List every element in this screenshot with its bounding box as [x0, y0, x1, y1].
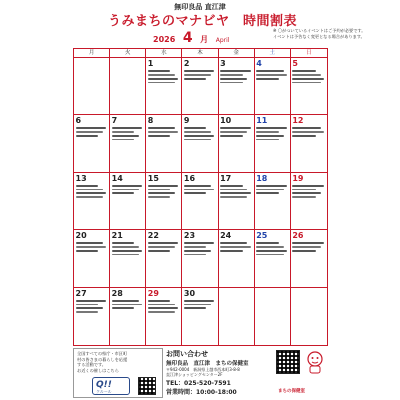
calendar-day-cell: [110, 288, 146, 345]
event-entry: [76, 304, 98, 306]
calendar-day-cell: [110, 173, 146, 230]
day-number: 10: [220, 116, 232, 126]
event-entry: [76, 242, 103, 244]
calendar-cell-empty: [110, 58, 146, 115]
calendar-body: [74, 58, 327, 345]
event-entry: [148, 311, 175, 313]
calendar-day-cell: [74, 173, 110, 230]
event-entry: [184, 254, 206, 256]
calendar-day-cell: [146, 115, 182, 172]
calendar-cell-empty: [219, 288, 255, 345]
day-number: 28: [111, 288, 123, 298]
event-entry: [184, 78, 206, 80]
event-entry: [184, 131, 211, 133]
event-entry: [292, 82, 320, 84]
mascot-label: まちの保健室: [278, 389, 305, 394]
day-number: 21: [111, 231, 123, 241]
weekday-mon: 月: [74, 49, 110, 58]
month-number: 4: [182, 30, 193, 46]
event-entry: [184, 139, 211, 141]
event-entry: [220, 74, 242, 76]
day-number: 17: [220, 173, 232, 183]
day-number: 13: [75, 173, 87, 183]
event-entry: [292, 70, 315, 72]
event-entry: [148, 307, 179, 309]
event-entry: [184, 242, 215, 244]
event-entry: [148, 189, 170, 191]
contact-address: [166, 367, 240, 377]
calendar-day-cell: [255, 58, 291, 115]
qr-code-icon[interactable]: [138, 377, 156, 395]
event-entry: [256, 70, 283, 72]
address-line: 〒942-0004 新潟県上越市西本町3-8-8: [166, 367, 240, 372]
day-number: 1: [147, 59, 154, 68]
event-entry: [184, 74, 211, 76]
qr-code-icon[interactable]: [276, 350, 300, 374]
event-entry: [220, 131, 247, 133]
event-entry: [112, 300, 139, 302]
mascot-icon: [304, 350, 326, 374]
event-entry: [256, 250, 287, 252]
event-entry: [112, 127, 143, 129]
event-entry: [220, 192, 251, 194]
day-number: 24: [220, 231, 232, 241]
day-number: 22: [147, 231, 159, 241]
event-entry: [292, 246, 320, 248]
day-number: 2: [183, 59, 190, 68]
event-entry: [112, 189, 139, 191]
event-entry: [112, 185, 143, 187]
event-entry: [148, 70, 170, 72]
event-entry: [76, 127, 107, 129]
event-entry: [256, 185, 287, 187]
calendar-day-cell: [291, 230, 327, 287]
calendar-day-cell: [74, 230, 110, 287]
event-entry: [220, 242, 247, 244]
weekday-wed: 水: [146, 49, 182, 58]
day-number: 15: [147, 173, 159, 183]
event-entry: [292, 127, 320, 129]
campaign-box: [73, 348, 163, 398]
month-year: [153, 27, 229, 46]
event-entry: [112, 242, 134, 244]
event-entry: [184, 185, 211, 187]
header: [0, 0, 400, 48]
event-entry: [220, 78, 247, 80]
day-number: 16: [183, 173, 196, 183]
campaign-line: 全国すべての県庁・市区町: [77, 351, 128, 356]
contact-box: [166, 348, 328, 398]
day-number: 14: [111, 173, 123, 183]
day-number: 27: [75, 288, 87, 298]
day-number: 18: [256, 173, 268, 183]
event-entry: [76, 189, 103, 191]
event-entry: [148, 127, 175, 129]
event-entry: [76, 192, 107, 194]
event-entry: [256, 139, 278, 141]
calendar-cell-empty: [74, 58, 110, 115]
event-entry: [220, 246, 251, 248]
event-entry: [148, 246, 175, 248]
campaign-logo: [92, 377, 130, 395]
calendar-day-cell: [182, 288, 218, 345]
event-entry: [256, 135, 283, 137]
notes: [273, 28, 398, 40]
event-entry: [76, 135, 98, 137]
event-entry: [148, 74, 175, 76]
day-number: 29: [147, 288, 159, 298]
calendar-day-cell: [110, 115, 146, 172]
month-unit: 月: [200, 35, 209, 44]
event-entry: [76, 246, 107, 248]
event-entry: [256, 242, 278, 244]
event-entry: [256, 254, 283, 256]
note-line: イベントは予告なく変更となる場合があります。: [273, 34, 365, 39]
event-entry: [292, 196, 315, 198]
calendar-day-cell: [74, 288, 110, 345]
event-entry: [292, 135, 315, 137]
campaign-line: お近くの催しはこちら: [77, 367, 119, 373]
day-number: 19: [292, 173, 304, 183]
contact-store: 無印良品 直江津 まちの保健室: [166, 361, 249, 367]
event-entry: [292, 78, 323, 80]
calendar-day-cell: [255, 115, 291, 172]
calendar-grid: [73, 48, 328, 346]
weekday-header: [74, 49, 327, 58]
event-entry: [76, 300, 107, 302]
event-entry: [184, 304, 211, 306]
event-entry: [112, 131, 134, 133]
year-label: 2026: [153, 35, 176, 44]
weekday-sat: 土: [255, 49, 291, 58]
day-number: 8: [147, 116, 154, 126]
day-number: 6: [75, 116, 82, 126]
calendar-day-cell: [146, 288, 182, 345]
note-line: ※ 〇がついているイベントはご予約が必要です。: [273, 28, 366, 33]
event-entry: [76, 196, 103, 198]
day-number: 9: [183, 116, 190, 126]
campaign-message: [74, 349, 162, 375]
event-entry: [76, 307, 103, 309]
event-entry: [256, 189, 283, 191]
day-number: 25: [256, 231, 268, 241]
event-entry: [184, 246, 206, 248]
day-number: 5: [292, 59, 298, 68]
event-entry: [256, 78, 278, 80]
weekday-sun: 日: [306, 50, 312, 56]
event-entry: [184, 189, 215, 191]
contact-hours: 営業時間：10:00-18:00: [166, 389, 237, 396]
event-entry: [292, 250, 315, 252]
weekday-tue: 火: [110, 49, 146, 58]
event-entry: [184, 127, 206, 129]
calendar-day-cell: [146, 173, 182, 230]
calendar-cell-empty: [291, 288, 327, 345]
event-entry: [184, 135, 215, 137]
event-entry: [292, 192, 320, 194]
event-entry: [148, 135, 170, 137]
event-entry: [220, 196, 247, 198]
contact-phone[interactable]: TEL：025-520-7591: [166, 380, 231, 387]
event-entry: [112, 304, 143, 306]
contact-title: お問い合わせ: [166, 350, 208, 358]
event-entry: [112, 192, 134, 194]
event-entry: [184, 70, 215, 72]
calendar-day-cell: [74, 115, 110, 172]
calendar-day-cell: [291, 115, 327, 172]
calendar-day-cell: [182, 58, 218, 115]
day-number: 23: [183, 231, 196, 241]
event-entry: [220, 189, 247, 191]
event-entry: [256, 74, 287, 76]
calendar-day-cell: [182, 230, 218, 287]
event-entry: [148, 300, 170, 302]
event-entry: [220, 135, 242, 137]
campaign-line: する活動です。: [77, 362, 106, 367]
event-entry: [148, 185, 179, 187]
event-entry: [76, 250, 98, 252]
event-entry: [148, 82, 175, 84]
event-entry: [184, 300, 215, 302]
event-entry: [220, 70, 251, 72]
campaign-line: 村の皆さまの暮らしを応援: [77, 356, 128, 362]
day-number: 20: [75, 231, 87, 241]
event-entry: [148, 131, 179, 133]
event-entry: [148, 192, 175, 194]
event-entry: [112, 307, 134, 309]
day-number: 3: [220, 59, 226, 68]
weekday-thu: 木: [182, 49, 218, 58]
calendar-day-cell: [255, 173, 291, 230]
calendar-day-cell: [219, 230, 255, 287]
event-entry: [220, 250, 242, 252]
event-entry: [256, 127, 287, 129]
calendar-day-cell: [219, 115, 255, 172]
day-number: 7: [111, 116, 118, 126]
event-entry: [256, 192, 278, 194]
calendar-day-cell: [255, 230, 291, 287]
calendar-day-cell: [291, 173, 327, 230]
event-entry: [292, 185, 323, 187]
event-entry: [184, 192, 206, 194]
day-number: 4: [256, 59, 262, 68]
event-entry: [292, 189, 315, 191]
calendar-day-cell: [219, 58, 255, 115]
footer: [73, 348, 328, 398]
day-number: 26: [292, 231, 304, 241]
calendar-day-cell: [291, 58, 327, 115]
event-entry: [148, 242, 179, 244]
event-entry: [148, 196, 170, 198]
store-name: 無印良品 直江津: [174, 3, 226, 11]
event-entry: [148, 250, 170, 252]
event-entry: [76, 311, 98, 313]
page-title: うみまちのマナビヤ 時間割表: [108, 14, 298, 29]
event-entry: [112, 254, 139, 256]
event-entry: [112, 135, 139, 137]
month-english: April: [215, 37, 230, 44]
calendar-day-cell: [182, 115, 218, 172]
calendar-day-cell: [182, 173, 218, 230]
calendar-day-cell: [219, 173, 255, 230]
event-entry: [148, 78, 179, 80]
weekday-fri: 金: [219, 49, 255, 58]
event-entry: [184, 307, 206, 309]
event-entry: [256, 246, 283, 248]
event-entry: [292, 131, 323, 133]
calendar-day-cell: [146, 58, 182, 115]
day-number: 12: [292, 116, 304, 126]
event-entry: [220, 82, 242, 84]
address-line: 直江津ショッピングセンター2F: [166, 372, 223, 377]
calendar-day-cell: [146, 230, 182, 287]
day-number: 30: [183, 288, 196, 298]
logo-mark: Q!!: [96, 380, 112, 390]
event-entry: [112, 250, 143, 252]
calendar-cell-empty: [255, 288, 291, 345]
event-entry: [220, 185, 242, 187]
calendar-day-cell: [110, 230, 146, 287]
event-entry: [220, 127, 251, 129]
event-entry: [292, 74, 320, 76]
event-entry: [76, 185, 98, 187]
event-entry: [184, 250, 211, 252]
event-entry: [292, 242, 323, 244]
event-entry: [112, 139, 134, 141]
event-entry: [112, 246, 139, 248]
logo-sub: クルール: [96, 389, 112, 394]
event-entry: [76, 131, 103, 133]
event-entry: [256, 131, 278, 133]
event-entry: [148, 304, 175, 306]
day-number: 11: [256, 116, 268, 126]
